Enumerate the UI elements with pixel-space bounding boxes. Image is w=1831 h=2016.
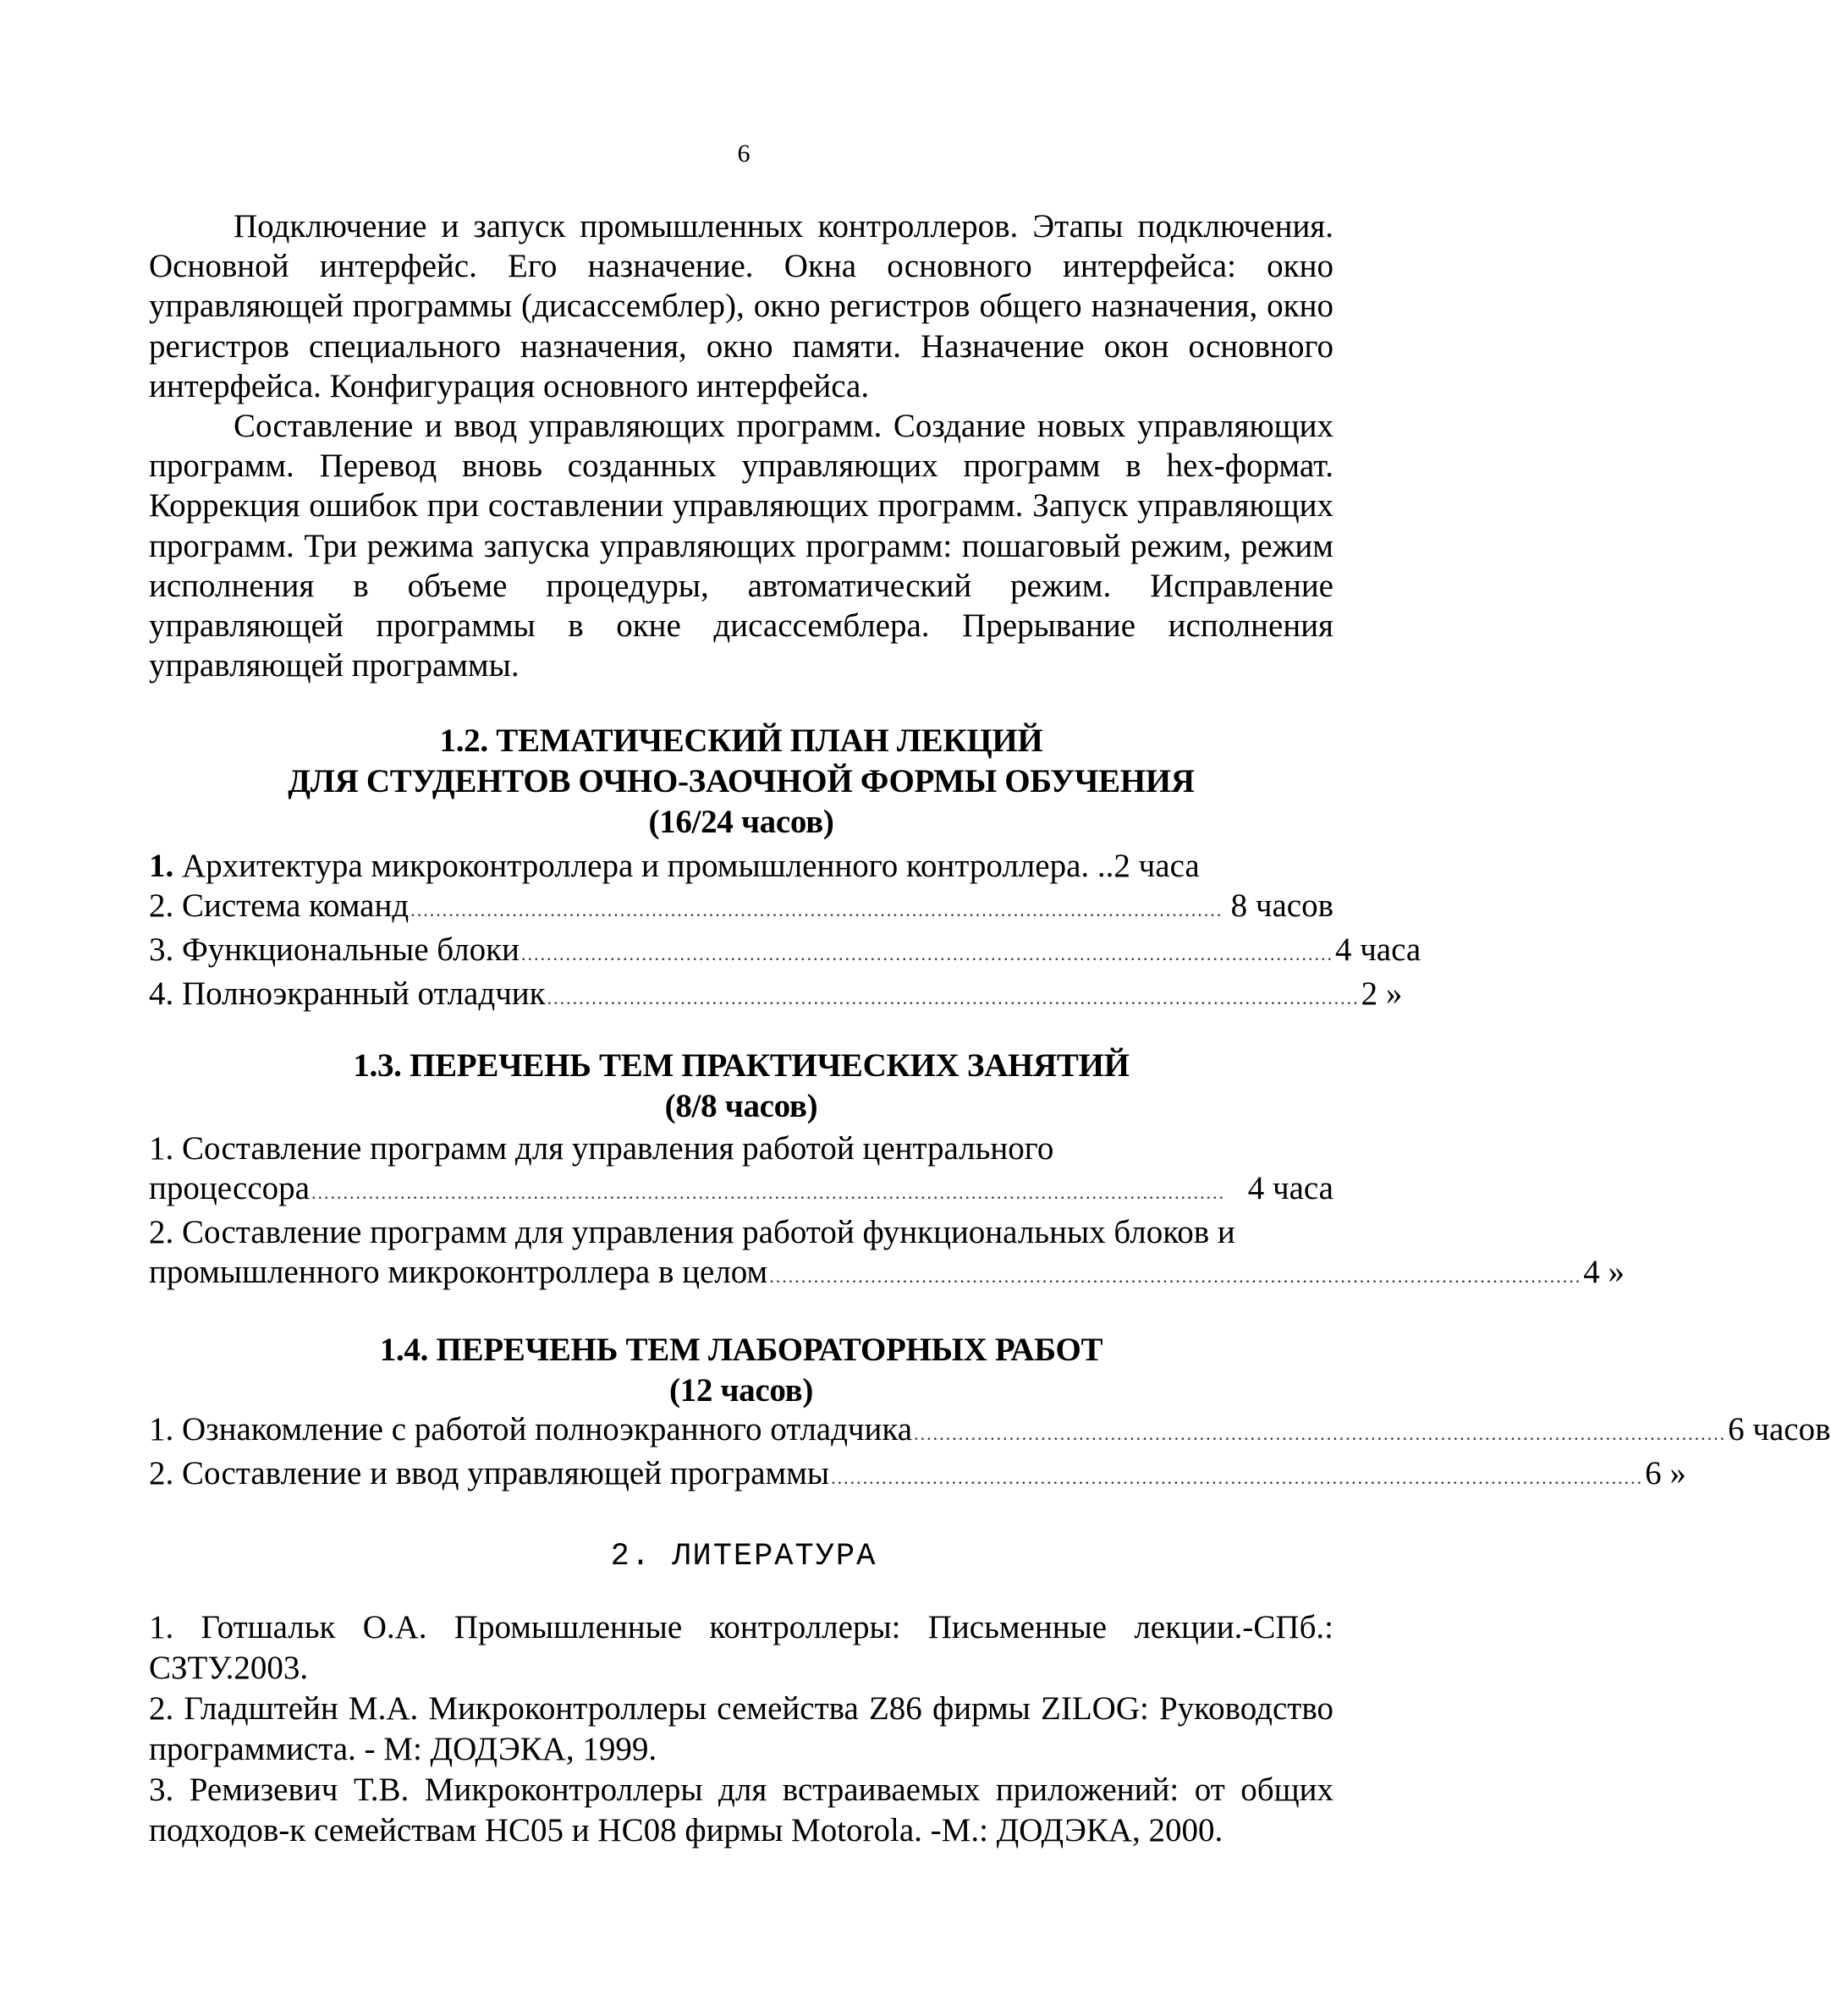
dot-leader: ................................................................................................................................ bbox=[769, 1266, 1582, 1287]
item-hours: 4 часа bbox=[1334, 931, 1421, 968]
item-text: 1. Составление программ для управления работой центрального bbox=[149, 1130, 1054, 1167]
dot-leader: ................................................................................................................................ bbox=[831, 1467, 1644, 1488]
item-text: Система команд bbox=[182, 887, 410, 924]
literature-heading: 2. ЛИТЕРАТУРА bbox=[610, 1539, 877, 1574]
dot-leader: ................................................................................................................................ bbox=[914, 1423, 1727, 1444]
item-text: 1. Ознакомление с работой полноэкранного отладчика bbox=[149, 1411, 913, 1447]
lectures-heading bbox=[149, 721, 1333, 843]
item-number: 3. bbox=[149, 931, 174, 968]
item-number: 4. bbox=[149, 975, 174, 1012]
list-item bbox=[149, 930, 1421, 974]
item-hours: 8 часов bbox=[1230, 887, 1333, 924]
list-item bbox=[149, 1409, 1831, 1453]
literature-item: 3. Ремизевич Т.В. Микроконтроллеры для встраиваемых приложений: от общих подходов-к семействам НС05 и НС08 фирмы Motorola. -М.: ДОДЭКА, 2000. bbox=[149, 1772, 1333, 1848]
list-item bbox=[149, 1453, 1686, 1497]
intro-paragraph: Подключение и запуск промышленных контроллеров. Этапы подключения. Основной интерфейс. Его назначение. Окна основного интерфейса: окно управляющей программы (дисассемблер), окно регистров общего назначения, окно регистров специального назначения, окно памяти. Назначение окон основного интерфейса. Конфигурация основного интерфейса. bbox=[149, 208, 1333, 404]
intro-paragraph: Составление и ввод управляющих программ. Создание новых управляющих программ. Перевод вновь созданных управляющих программ в hex-формат. Коррекция ошибок при составлении управляющих программ. Запуск управляющих программ. Три режима запуска управляющих программ: пошаговый режим, режим исполнения в объеме процедуры, автоматический режим. Исправление управляющей программы в окне дисассемблера. Прерывание исполнения управляющей программы. bbox=[149, 408, 1333, 684]
list-item bbox=[149, 886, 1333, 930]
labs-list bbox=[149, 1409, 1831, 1497]
dot-leader: ................................................................................................................................................ bbox=[311, 1182, 1225, 1203]
practice-title: 1.3. ПЕРЕЧЕНЬ ТЕМ ПРАКТИЧЕСКИХ ЗАНЯТИЙ bbox=[353, 1047, 1130, 1084]
dot-leader: ................................................................................................................................ bbox=[410, 899, 1223, 920]
item-hours: 2 часа bbox=[1113, 848, 1200, 884]
labs-hours: (12 часов) bbox=[668, 1372, 814, 1409]
page-number: 6 bbox=[737, 140, 751, 168]
labs-title: 1.4. ПЕРЕЧЕНЬ ТЕМ ЛАБОРАТОРНЫХ РАБОТ bbox=[379, 1332, 1103, 1368]
literature-list bbox=[149, 1607, 1333, 1851]
practice-list bbox=[149, 1129, 1625, 1296]
labs-heading bbox=[149, 1330, 1333, 1411]
literature-item: 1. Готшальк О.А. Промышленные контроллеры: Письменные лекции.-СПб.: СЗТУ.2003. bbox=[149, 1609, 1333, 1686]
item-hours: 4 » bbox=[1583, 1254, 1625, 1290]
item-text: Архитектура микроконтроллера и промышленного контроллера. .. bbox=[182, 848, 1114, 884]
dot-leader: ................................................................................................................................ bbox=[520, 943, 1333, 964]
list-item bbox=[149, 846, 1333, 886]
lectures-title-line1: 1.2. ТЕМАТИЧЕСКИЙ ПЛАН ЛЕКЦИЙ bbox=[439, 722, 1043, 759]
list-item bbox=[149, 974, 1403, 1018]
intro-text bbox=[149, 206, 1333, 685]
item-hours: 4 часа bbox=[1247, 1170, 1333, 1206]
item-text: Функциональные блоки bbox=[182, 931, 520, 968]
literature-item: 2. Гладштейн М.А. Микроконтроллеры семейства Z86 фирмы ZILOG: Руководство программиста. - М: ДОДЭКА, 1999. bbox=[149, 1690, 1333, 1767]
list-item bbox=[149, 1212, 1625, 1296]
item-text: процессора bbox=[149, 1170, 310, 1206]
lectures-title-line2: ДЛЯ СТУДЕНТОВ ОЧНО-ЗАОЧНОЙ ФОРМЫ ОБУЧЕНИЯ bbox=[288, 763, 1195, 799]
item-hours: 6 » bbox=[1645, 1455, 1686, 1491]
item-hours: 6 часов bbox=[1728, 1411, 1831, 1447]
item-text: 2. Составление программ для управления работой функциональных блоков и bbox=[149, 1214, 1235, 1250]
dot-leader: ................................................................................................................................ bbox=[547, 987, 1360, 1008]
practice-heading bbox=[149, 1046, 1333, 1127]
practice-hours: (8/8 часов) bbox=[664, 1088, 818, 1124]
item-text: Полноэкранный отладчик bbox=[182, 975, 546, 1012]
list-item bbox=[149, 1129, 1333, 1212]
item-hours: 2 » bbox=[1361, 975, 1403, 1012]
item-number: 1. bbox=[149, 848, 174, 884]
item-text: промышленного микроконтроллера в целом bbox=[149, 1254, 768, 1290]
lectures-list bbox=[149, 846, 1421, 1018]
lectures-hours: (16/24 часов) bbox=[648, 804, 834, 840]
item-text: 2. Составление и ввод управляющей программы bbox=[149, 1455, 830, 1491]
item-number: 2. bbox=[149, 887, 174, 924]
